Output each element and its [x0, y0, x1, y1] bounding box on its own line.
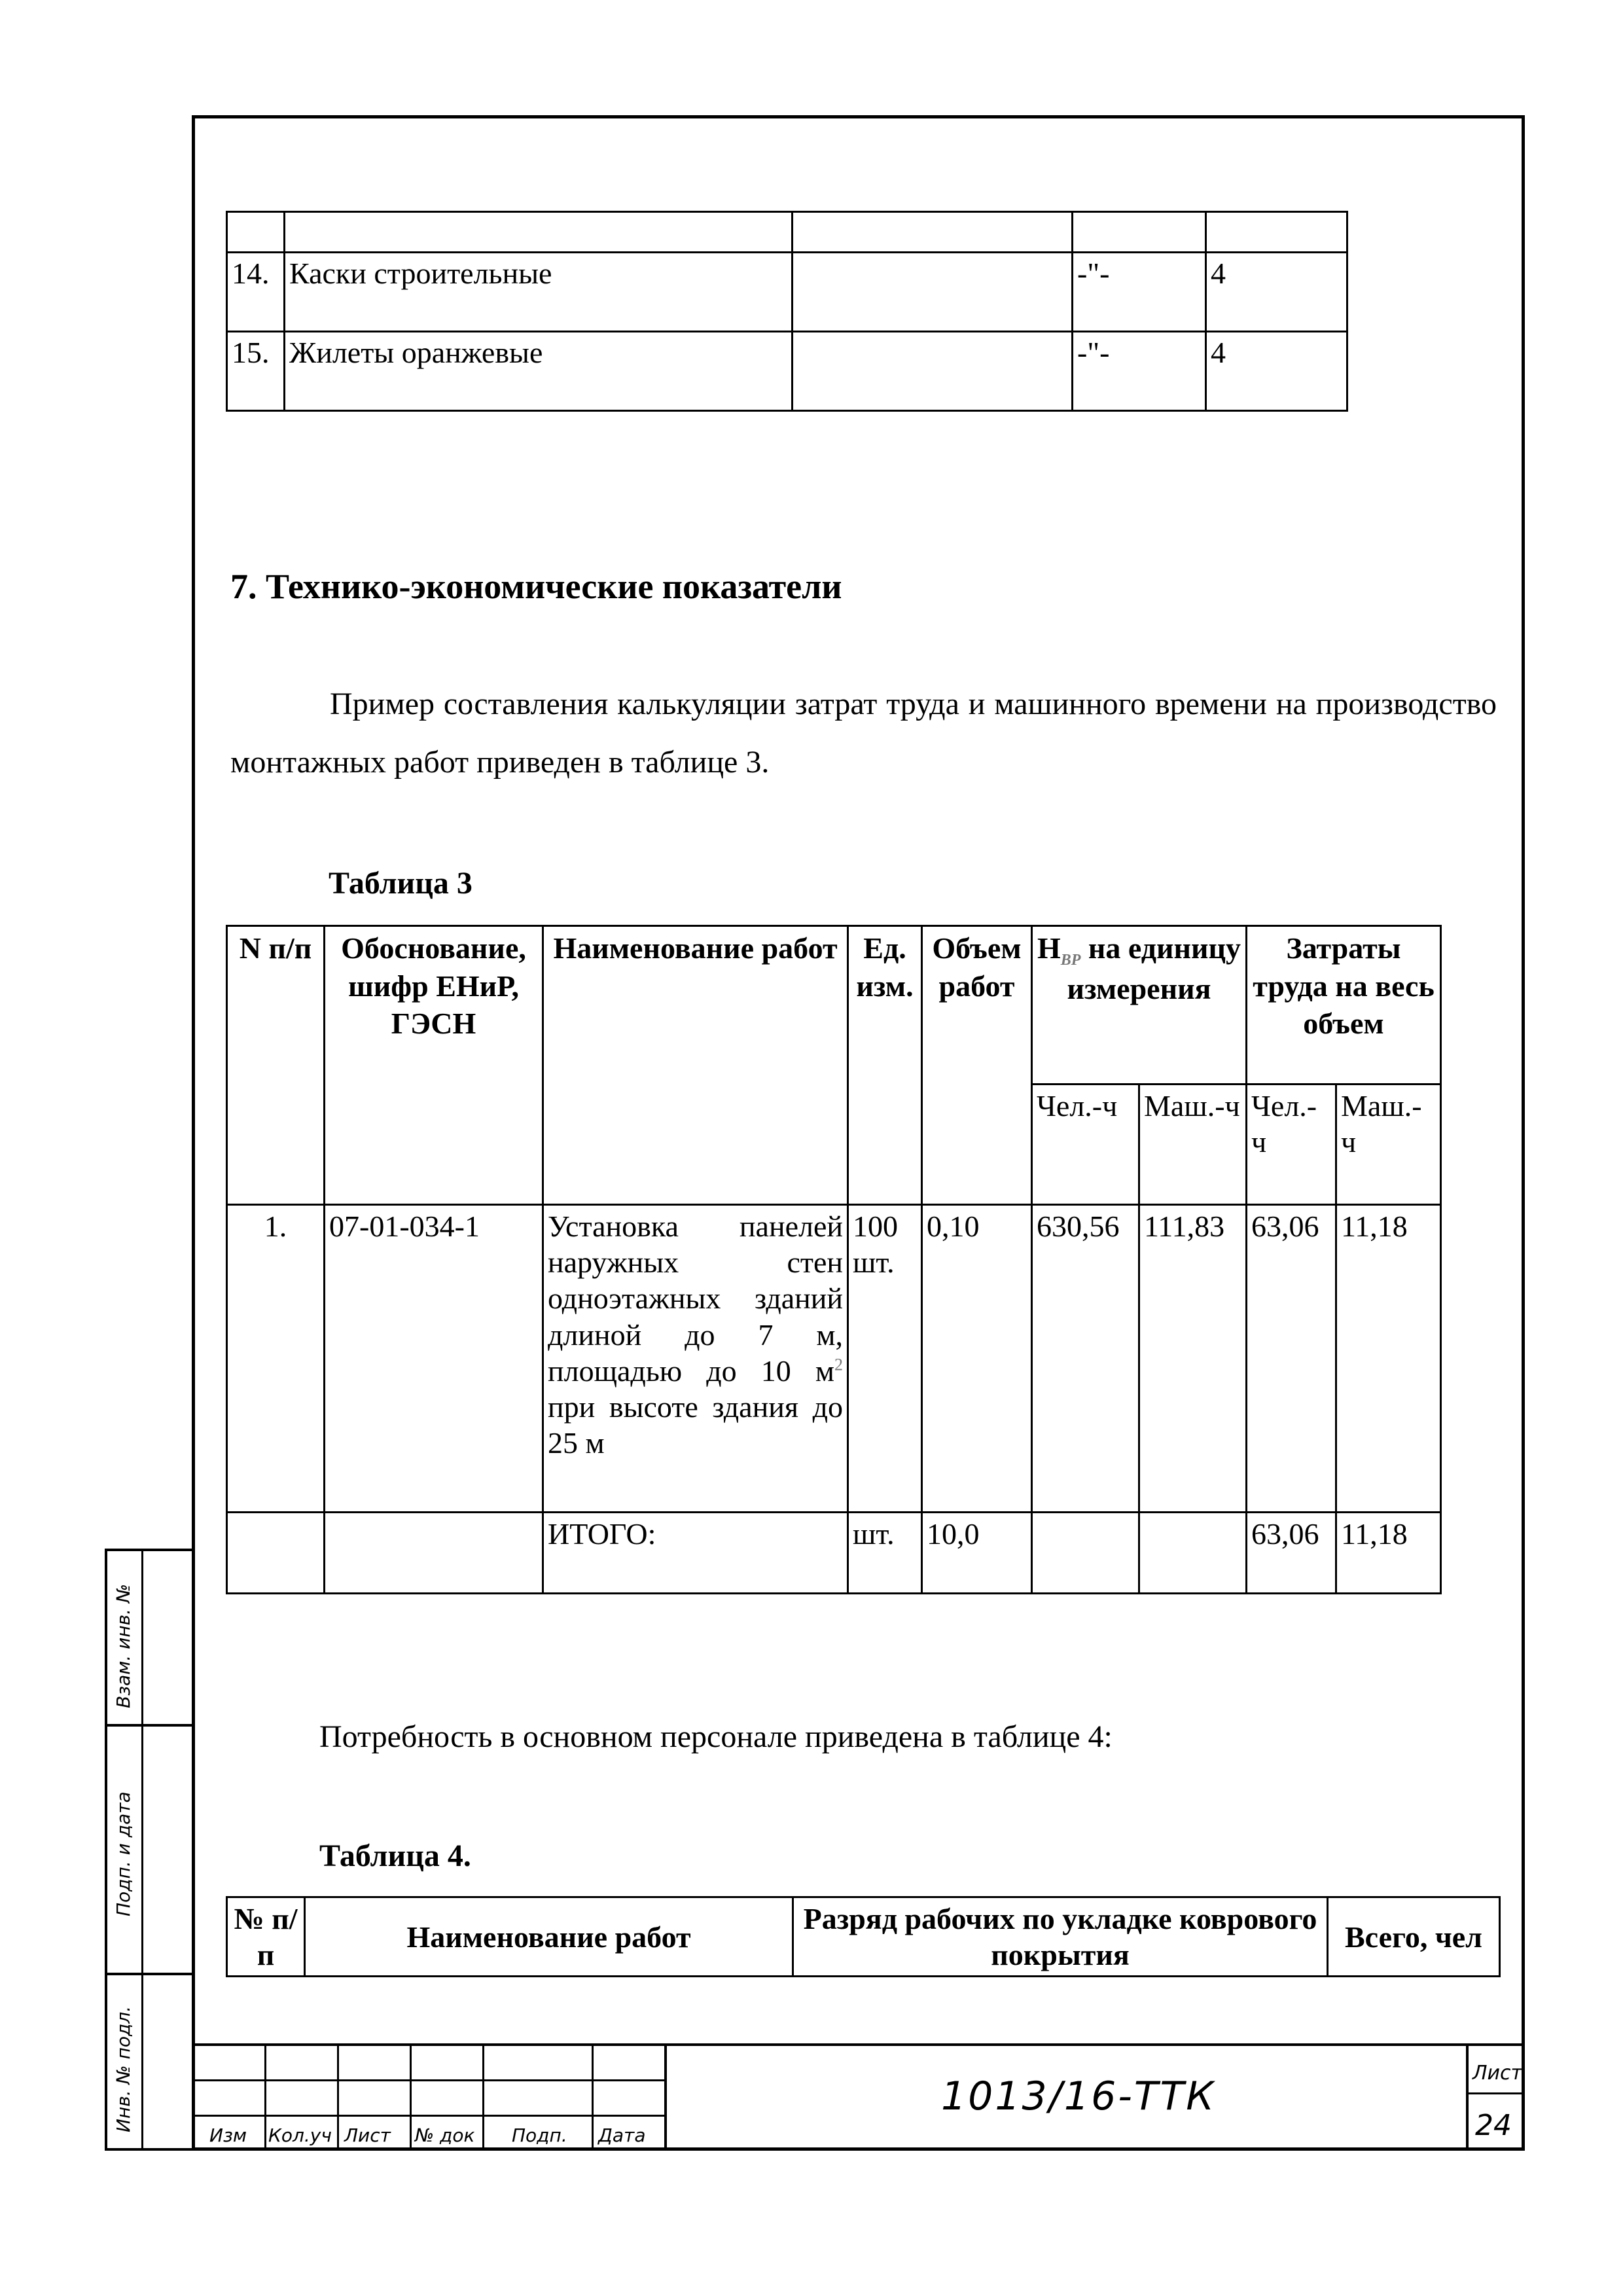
table4-caption: Таблица 4.	[319, 1839, 471, 1873]
norm-prefix: Н	[1037, 931, 1061, 965]
sub-machine-hours: Маш.-ч	[1139, 1085, 1247, 1205]
row-name-text-end: при высоте здания до 25 м	[548, 1390, 843, 1460]
item-qty: 4	[1206, 332, 1347, 411]
section-heading: 7. Технико-экономические показатели	[230, 567, 842, 606]
sheet-label: Лист	[1472, 2062, 1523, 2085]
table3-caption: Таблица 3	[329, 866, 473, 901]
col-num-header: N п/п	[227, 926, 325, 1205]
intro-text: Пример составления калькуляции затрат труда и машинного времени на производство монтажных работ приведен в таблице 3.	[230, 687, 1497, 780]
labor-costs-table	[226, 925, 1442, 1594]
stamp-col-sign: Подп.	[512, 2125, 567, 2146]
table-row	[227, 1205, 1441, 1513]
row-volume: 0,10	[922, 1205, 1032, 1513]
stamp-col-kol-uch: Кол.уч	[268, 2125, 332, 2146]
row-name	[543, 1205, 848, 1513]
total-volume: 10,0	[922, 1513, 1032, 1594]
side-inv-replace: Взам. инв. №	[113, 1583, 134, 1708]
stamp-col-izm: Изм	[209, 2125, 247, 2146]
col-basis-header: Обоснование, шифр ЕНиР, ГЭСН	[325, 926, 543, 1205]
total-mach: 11,18	[1336, 1513, 1441, 1594]
col-volume-header: Объем работ	[922, 926, 1032, 1205]
row-number: 14.	[227, 253, 285, 332]
table3-header-row	[227, 926, 1441, 1085]
total-unit: шт.	[848, 1513, 922, 1594]
item-qty: 4	[1206, 253, 1347, 332]
total-man: 63,06	[1247, 1513, 1336, 1594]
row-name-sup: 2	[834, 1355, 843, 1374]
row-number: 15.	[227, 332, 285, 411]
table-header-row	[227, 212, 1347, 253]
col-norm-header	[1032, 926, 1247, 1085]
col-name-header: Наименование работ	[543, 926, 848, 1205]
side-sign-date: Подп. и дата	[113, 1791, 134, 1916]
sub-man-hours: Чел.-ч	[1032, 1085, 1139, 1205]
item-unit: -"-	[1073, 253, 1206, 332]
col-total-header: Всего, чел	[1328, 1897, 1500, 1977]
row-norm-man: 630,56	[1032, 1205, 1139, 1513]
col-costs-header: Затраты труда на весь объем	[1247, 926, 1441, 1085]
side-inv-orig: Инв. № подл.	[113, 2005, 134, 2132]
row-number: 1.	[227, 1205, 325, 1513]
stamp-col-doc: № док	[415, 2125, 475, 2146]
col-num-header: № п/п	[227, 1897, 305, 1977]
row-name-text: Установка панелей наружных стен одноэтажных зданий длиной до 7 м, площадью до 10 м	[548, 1210, 843, 1388]
item-unit: -"-	[1073, 332, 1206, 411]
table-total-row	[227, 1513, 1441, 1594]
col-name-header: Наименование работ	[305, 1897, 793, 1977]
item-name: Каски строительные	[285, 253, 793, 332]
row-norm-mach: 111,83	[1139, 1205, 1247, 1513]
col-grade-header: Разряд рабочих по укладке коврового покрытия	[793, 1897, 1328, 1977]
stamp-col-list: Лист	[344, 2125, 391, 2146]
row-total-mach: 11,18	[1336, 1205, 1441, 1513]
item-col3	[793, 332, 1073, 411]
total-label: ИТОГО:	[543, 1513, 848, 1594]
norm-sub: ВР	[1060, 952, 1081, 969]
personnel-table	[226, 1896, 1501, 1977]
table-row	[227, 253, 1347, 332]
item-col3	[793, 253, 1073, 332]
stamp-col-date: Дата	[598, 2125, 646, 2146]
item-name: Жилеты оранжевые	[285, 332, 793, 411]
row-basis: 07-01-034-1	[325, 1205, 543, 1513]
sub-machine-hours-total: Маш.-ч	[1336, 1085, 1441, 1205]
equipment-table	[226, 211, 1348, 412]
document-code: 1013/16-ТТК	[941, 2073, 1216, 2119]
sub-man-hours-total: Чел.-ч	[1247, 1085, 1336, 1205]
col-unit-header: Ед. изм.	[848, 926, 922, 1205]
row-unit: 100 шт.	[848, 1205, 922, 1513]
intro-paragraph	[230, 675, 1497, 792]
sheet-number: 24	[1475, 2109, 1512, 2142]
personnel-paragraph: Потребность в основном персонале приведена в таблице 4:	[319, 1719, 1113, 1754]
row-total-man: 63,06	[1247, 1205, 1336, 1513]
norm-suffix: на единицу измерения	[1067, 931, 1241, 1006]
table4-header-row	[227, 1897, 1500, 1977]
table-row	[227, 332, 1347, 411]
